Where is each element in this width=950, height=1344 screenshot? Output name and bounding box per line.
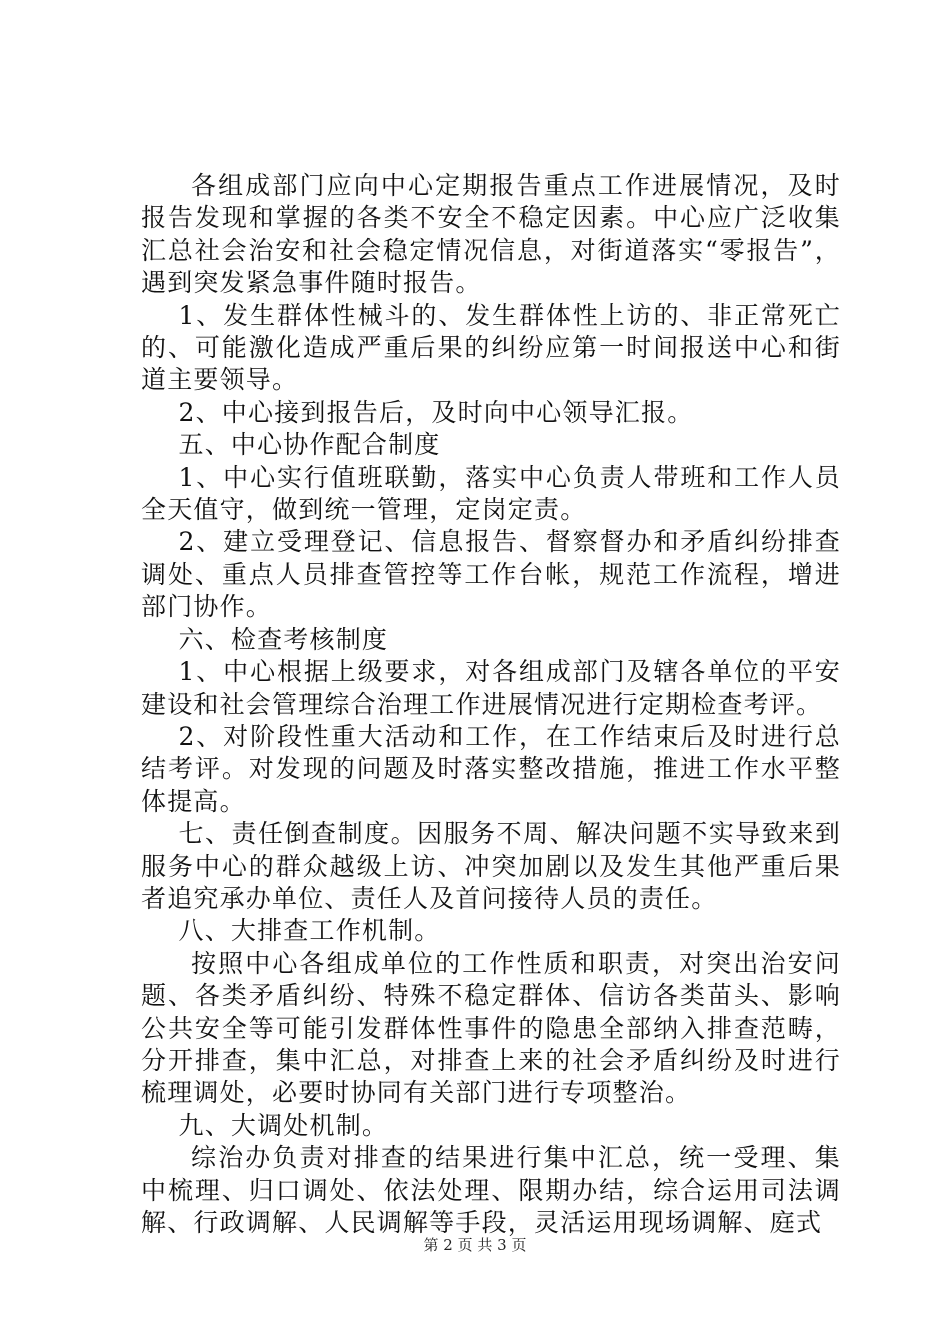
paragraph-4: 1、中心实行值班联勤，落实中心负责人带班和工作人员全天值守，做到统一管理，定岗定责。 [141,462,841,525]
section-heading-8: 八、大排查工作机制。 [178,916,441,946]
section-heading-9: 九、大调处机制。 [178,1110,389,1140]
paragraph-5: 2、建立受理登记、信息报告、督察督办和矛盾纠纷排查调处、重点人员排查管控等工作台帐，规范工作流程，增进部门协作。 [141,527,841,622]
paragraph-3: 2、中心接到报告后，及时向中心领导汇报。 [178,397,694,427]
section-heading-6: 六、检查考核制度 [178,624,389,654]
paragraph-7: 2、对阶段性重大活动和工作，在工作结束后及时进行总结考评。对发现的问题及时落实整改措施，推进工作水平整体提高。 [141,721,841,816]
section-heading-7: 七、责任倒查制度。因服务不周、解决问题不实导致来到服务中心的群众越级上访、冲突加剧以及发生其他严重后果者追究承办单位、责任人及首问接待人员的责任。 [141,819,841,913]
paragraph-6: 1、中心根据上级要求，对各组成部门及辖各单位的平安建设和社会管理综合治理工作进展情况进行定期检查考评。 [141,657,841,719]
paragraph-2: 1、发生群体性械斗的、发生群体性上访的、非正常死亡的、可能激化造成严重后果的纠纷应第一时间报送中心和街道主要领导。 [141,300,841,395]
document-body [141,170,841,1239]
paragraph-1: 各组成部门应向中心定期报告重点工作进展情况，及时报告发现和掌握的各类不安全不稳定因素。中心应广泛收集汇总社会治安和社会稳定情况信息，对街道落实“零报告”，遇到突发紧急事件随时报告。 [141,171,841,298]
page-number-label: 第 2 页 共 3 页 [423,1236,527,1254]
section-heading-5: 五、中心协作配合制度 [178,430,441,460]
paragraph-8: 按照中心各组成单位的工作性质和职责，对突出治安问题、各类矛盾纠纷、特殊不稳定群体、信访各类苗头、影响公共安全等可能引发群体性事件的隐患全部纳入排查范畴，分开排查，集中汇总，对排查上来的社会矛盾纠纷及时进行梳理调处，必要时协同有关部门进行专项整治。 [141,948,841,1108]
paragraph-9: 综治办负责对排查的结果进行集中汇总，统一受理、集中梳理、归口调处、依法处理、限期办结，综合运用司法调解、行政调解、人民调解等手段，灵活运用现场调解、庭式 [141,1143,841,1237]
page-footer [0,1234,950,1255]
